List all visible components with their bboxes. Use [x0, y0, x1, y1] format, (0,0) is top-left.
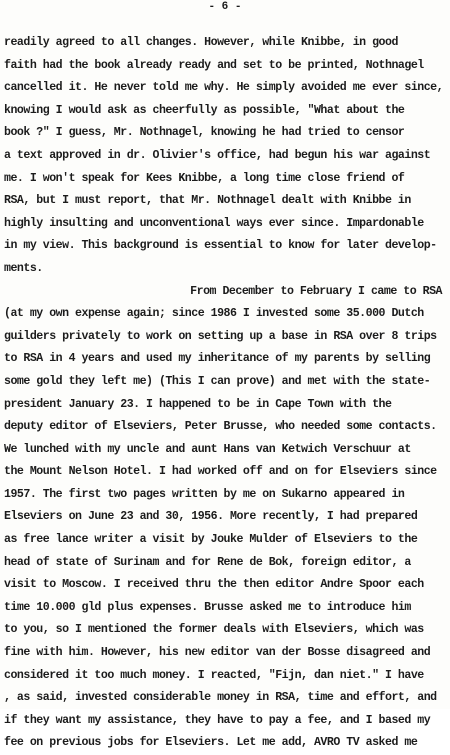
text-line: book ?" I guess, Mr. Nothnagel, knowing he had tried to censor: [4, 126, 405, 140]
text-line: me. I won't speak for Kees Knibbe, a long time close friend of: [4, 171, 405, 185]
text-line: guilders privately to work on setting up a base in RSA over 8 trips: [4, 329, 437, 343]
text-line: to you, so I mentioned the former deals with Elseviers, which was: [4, 623, 424, 637]
text-line: to RSA in 4 years and used my inheritance of my parents by selling: [4, 352, 431, 366]
text-line: faith had the book already ready and set to be printed, Nothnagel: [4, 58, 424, 72]
text-line: a text approved in dr. Olivier's office, had begun his war against: [4, 148, 431, 162]
text-line: , as said, invested considerable money in RSA, time and effort, and: [4, 691, 437, 705]
text-line: 1957. The first two pages written by me on Sukarno appeared in: [4, 487, 405, 501]
text-line: fee on previous jobs for Elseviers. Let me add, AVRO TV asked me: [4, 736, 418, 750]
text-line: in my view. This background is essential to know for later develop-: [4, 239, 437, 253]
text-line: fine with him. However, his new editor van der Bosse disagreed and: [4, 646, 431, 660]
text-line: RSA, but I must report, that Mr. Nothnagel dealt with Knibbe in: [4, 194, 411, 208]
text-line: head of state of Surinam and for Rene de Bok, foreign editor, a: [4, 555, 411, 569]
text-line: ments.: [4, 261, 43, 275]
text-line: considered it too much money. I reacted, "Fijn, dan niet." I have: [4, 668, 424, 682]
text-line: knowing I would ask as cheerfully as possible, "What about the: [4, 103, 405, 117]
text-line: (at my own expense again; since 1986 I invested some 35.000 Dutch: [4, 307, 424, 321]
text-line: some gold they left me) (This I can prove) and met with the state-: [4, 374, 431, 388]
text-line: time 10.000 gld plus expenses. Brusse asked me to introduce him: [4, 600, 411, 614]
text-line: readily agreed to all changes. However, while Knibbe, in good: [4, 36, 398, 49]
text-line: visit to Moscow. I received thru the then editor Andre Spoor each: [4, 578, 424, 592]
text-line: We lunched with my uncle and aunt Hans van Ketwich Verschuur at: [4, 442, 411, 456]
text-line: the Mount Nelson Hotel. I had worked off and on for Elseviers since: [4, 465, 437, 479]
body-text: [4, 32, 448, 755]
text-line: highly insulting and unconventional ways ever since. Impardonable: [4, 216, 424, 230]
text-line: if they want my assistance, they have to pay a fee, and I based my: [4, 713, 431, 727]
text-line: From December to February I came to RSA: [190, 284, 442, 298]
text-line: Elseviers on June 23 and 30, 1956. More recently, I had prepared: [4, 510, 418, 524]
text-line: cancelled it. He never told me why. He simply avoided me ever since,: [4, 81, 444, 95]
text-line: president January 23. I happened to be in Cape Town with the: [4, 397, 392, 411]
text-line: as free lance writer a visit by Jouke Mulder of Elseviers to the: [4, 533, 418, 547]
page-number: - 6 -: [208, 1, 242, 13]
text-line: deputy editor of Elseviers, Peter Brusse, who needed some contacts.: [4, 420, 437, 434]
